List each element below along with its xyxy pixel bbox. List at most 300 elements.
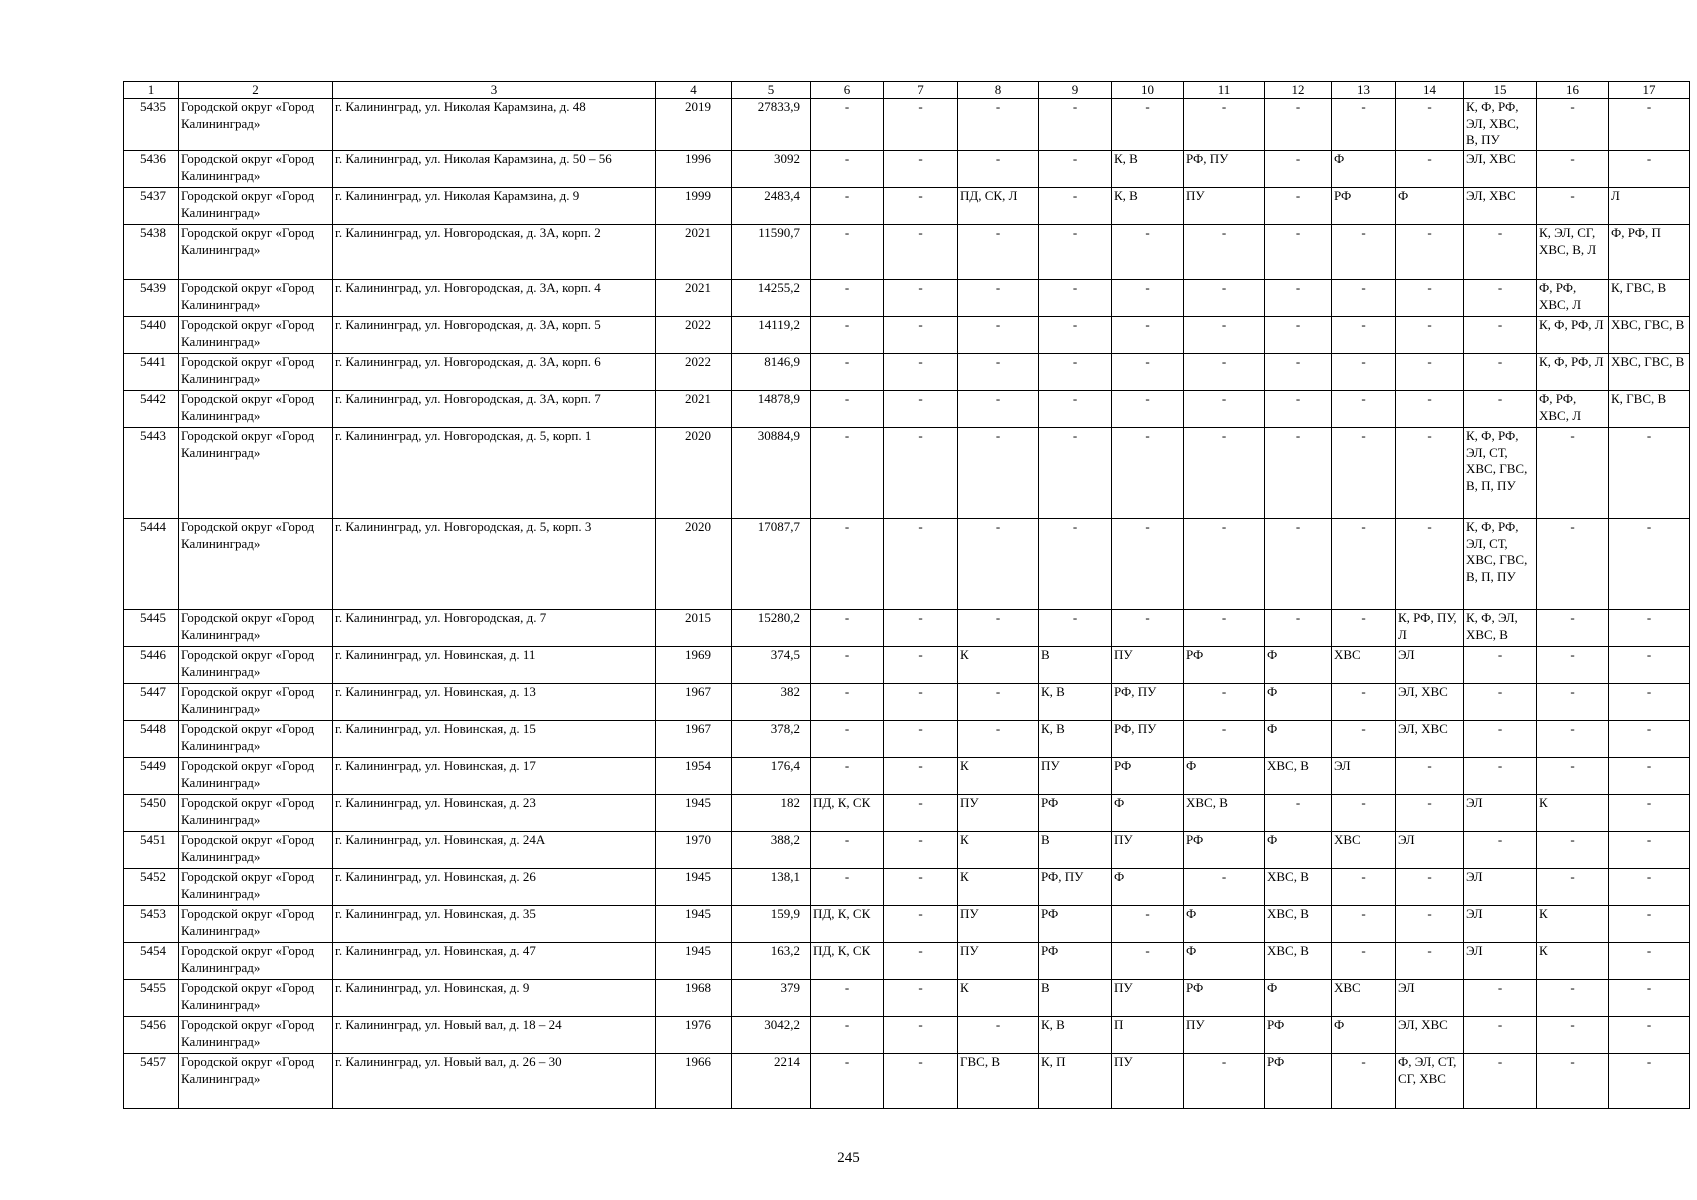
cell-col-10: К, В [1112, 188, 1184, 225]
cell-col-4: 2020 [656, 428, 732, 519]
cell-col-4: 2021 [656, 391, 732, 428]
cell-col-5: 182 [732, 795, 811, 832]
cell-col-5: 3042,2 [732, 1017, 811, 1054]
table-row [124, 317, 1690, 354]
cell-col-3: г. Калининград, ул. Николая Карамзина, д. 50 – 56 [333, 151, 656, 188]
cell-col-14: ЭЛ [1396, 647, 1464, 684]
cell-col-9: - [1039, 391, 1112, 428]
cell-col-1: 5438 [124, 225, 179, 280]
cell-col-5: 14119,2 [732, 317, 811, 354]
cell-col-4: 2015 [656, 610, 732, 647]
cell-col-16: - [1537, 188, 1609, 225]
cell-col-1: 5444 [124, 519, 179, 610]
table-row [124, 980, 1690, 1017]
cell-col-1: 5445 [124, 610, 179, 647]
cell-col-6: - [811, 188, 884, 225]
cell-col-9: - [1039, 280, 1112, 317]
cell-col-6: - [811, 721, 884, 758]
cell-col-13: - [1332, 943, 1396, 980]
column-header-4: 4 [656, 82, 732, 99]
table-row [124, 610, 1690, 647]
cell-col-6: - [811, 391, 884, 428]
cell-col-7: - [884, 391, 958, 428]
cell-col-14: - [1396, 354, 1464, 391]
cell-col-8: - [958, 317, 1039, 354]
cell-col-2: Городской округ «Город Калининград» [179, 795, 333, 832]
cell-col-15: К, Ф, ЭЛ, ХВС, В [1464, 610, 1537, 647]
cell-col-14: ЭЛ [1396, 980, 1464, 1017]
table-row [124, 1017, 1690, 1054]
cell-col-10: ПУ [1112, 1054, 1184, 1109]
cell-col-13: - [1332, 99, 1396, 151]
cell-col-17: - [1609, 99, 1690, 151]
cell-col-1: 5448 [124, 721, 179, 758]
cell-col-6: - [811, 317, 884, 354]
cell-col-3: г. Калининград, ул. Новгородская, д. 5, корп. 3 [333, 519, 656, 610]
cell-col-5: 27833,9 [732, 99, 811, 151]
cell-col-4: 1970 [656, 832, 732, 869]
cell-col-10: Ф [1112, 869, 1184, 906]
cell-col-5: 388,2 [732, 832, 811, 869]
cell-col-16: - [1537, 758, 1609, 795]
table-row [124, 225, 1690, 280]
cell-col-11: ХВС, В [1184, 795, 1265, 832]
cell-col-5: 2483,4 [732, 188, 811, 225]
cell-col-9: К, В [1039, 721, 1112, 758]
cell-col-8: ПУ [958, 943, 1039, 980]
cell-col-2: Городской округ «Город Калининград» [179, 943, 333, 980]
cell-col-2: Городской округ «Город Калининград» [179, 1054, 333, 1109]
cell-col-12: - [1265, 795, 1332, 832]
cell-col-1: 5441 [124, 354, 179, 391]
cell-col-7: - [884, 1054, 958, 1109]
cell-col-9: В [1039, 647, 1112, 684]
cell-col-7: - [884, 151, 958, 188]
cell-col-16: - [1537, 1054, 1609, 1109]
cell-col-5: 379 [732, 980, 811, 1017]
cell-col-1: 5451 [124, 832, 179, 869]
cell-col-16: - [1537, 99, 1609, 151]
cell-col-16: - [1537, 610, 1609, 647]
column-header-16: 16 [1537, 82, 1609, 99]
cell-col-5: 14878,9 [732, 391, 811, 428]
cell-col-3: г. Калининград, ул. Новгородская, д. 3А, корп. 5 [333, 317, 656, 354]
cell-col-6: - [811, 225, 884, 280]
cell-col-8: - [958, 684, 1039, 721]
cell-col-1: 5454 [124, 943, 179, 980]
cell-col-6: - [811, 758, 884, 795]
cell-col-13: - [1332, 1054, 1396, 1109]
cell-col-11: Ф [1184, 758, 1265, 795]
cell-col-9: - [1039, 519, 1112, 610]
cell-col-4: 1945 [656, 943, 732, 980]
table-row [124, 758, 1690, 795]
cell-col-7: - [884, 317, 958, 354]
cell-col-13: - [1332, 428, 1396, 519]
cell-col-8: - [958, 1017, 1039, 1054]
cell-col-4: 2019 [656, 99, 732, 151]
cell-col-11: ПУ [1184, 188, 1265, 225]
cell-col-12: ХВС, В [1265, 943, 1332, 980]
cell-col-15: - [1464, 317, 1537, 354]
cell-col-12: РФ [1265, 1017, 1332, 1054]
cell-col-14: - [1396, 519, 1464, 610]
cell-col-3: г. Калининград, ул. Новинская, д. 24А [333, 832, 656, 869]
cell-col-1: 5455 [124, 980, 179, 1017]
cell-col-2: Городской округ «Город Калининград» [179, 610, 333, 647]
cell-col-12: - [1265, 391, 1332, 428]
cell-col-12: Ф [1265, 647, 1332, 684]
cell-col-5: 11590,7 [732, 225, 811, 280]
cell-col-17: Л [1609, 188, 1690, 225]
cell-col-3: г. Калининград, ул. Новинская, д. 13 [333, 684, 656, 721]
cell-col-2: Городской округ «Город Калининград» [179, 99, 333, 151]
cell-col-7: - [884, 684, 958, 721]
cell-col-1: 5436 [124, 151, 179, 188]
table-row [124, 721, 1690, 758]
cell-col-9: РФ, ПУ [1039, 869, 1112, 906]
cell-col-14: ЭЛ, ХВС [1396, 1017, 1464, 1054]
cell-col-10: ПУ [1112, 647, 1184, 684]
cell-col-2: Городской округ «Город Калининград» [179, 225, 333, 280]
column-header-8: 8 [958, 82, 1039, 99]
cell-col-12: - [1265, 151, 1332, 188]
cell-col-9: - [1039, 99, 1112, 151]
cell-col-7: - [884, 1017, 958, 1054]
cell-col-15: - [1464, 684, 1537, 721]
cell-col-4: 1969 [656, 647, 732, 684]
cell-col-14: ЭЛ, ХВС [1396, 721, 1464, 758]
cell-col-1: 5446 [124, 647, 179, 684]
cell-col-14: ЭЛ [1396, 832, 1464, 869]
cell-col-17: - [1609, 519, 1690, 610]
cell-col-4: 1996 [656, 151, 732, 188]
cell-col-10: - [1112, 99, 1184, 151]
cell-col-3: г. Калининград, ул. Новгородская, д. 7 [333, 610, 656, 647]
cell-col-17: - [1609, 428, 1690, 519]
cell-col-9: К, В [1039, 1017, 1112, 1054]
table-row [124, 354, 1690, 391]
cell-col-11: Ф [1184, 906, 1265, 943]
cell-col-14: ЭЛ, ХВС [1396, 684, 1464, 721]
cell-col-8: - [958, 391, 1039, 428]
cell-col-17: - [1609, 906, 1690, 943]
cell-col-14: К, РФ, ПУ, Л [1396, 610, 1464, 647]
cell-col-17: - [1609, 758, 1690, 795]
cell-col-6: - [811, 832, 884, 869]
cell-col-12: Ф [1265, 980, 1332, 1017]
cell-col-3: г. Калининград, ул. Новгородская, д. 3А, корп. 6 [333, 354, 656, 391]
cell-col-16: К [1537, 906, 1609, 943]
cell-col-10: К, В [1112, 151, 1184, 188]
cell-col-1: 5449 [124, 758, 179, 795]
cell-col-5: 8146,9 [732, 354, 811, 391]
cell-col-5: 378,2 [732, 721, 811, 758]
cell-col-6: - [811, 151, 884, 188]
cell-col-13: - [1332, 684, 1396, 721]
cell-col-16: К, Ф, РФ, Л [1537, 317, 1609, 354]
cell-col-2: Городской округ «Город Калининград» [179, 428, 333, 519]
table-row [124, 684, 1690, 721]
cell-col-4: 1967 [656, 684, 732, 721]
cell-col-17: К, ГВС, В [1609, 280, 1690, 317]
cell-col-1: 5437 [124, 188, 179, 225]
cell-col-13: - [1332, 869, 1396, 906]
cell-col-10: - [1112, 225, 1184, 280]
cell-col-17: ХВС, ГВС, В [1609, 317, 1690, 354]
cell-col-7: - [884, 354, 958, 391]
cell-col-15: К, Ф, РФ, ЭЛ, СТ, ХВС, ГВС, В, П, ПУ [1464, 428, 1537, 519]
cell-col-3: г. Калининград, ул. Николая Карамзина, д. 9 [333, 188, 656, 225]
cell-col-11: РФ [1184, 980, 1265, 1017]
cell-col-15: - [1464, 647, 1537, 684]
cell-col-9: - [1039, 610, 1112, 647]
cell-col-2: Городской округ «Город Калининград» [179, 758, 333, 795]
cell-col-4: 1968 [656, 980, 732, 1017]
cell-col-9: РФ [1039, 795, 1112, 832]
cell-col-7: - [884, 869, 958, 906]
cell-col-1: 5443 [124, 428, 179, 519]
cell-col-6: - [811, 519, 884, 610]
cell-col-14: - [1396, 99, 1464, 151]
cell-col-6: - [811, 684, 884, 721]
cell-col-6: ПД, К, СК [811, 906, 884, 943]
cell-col-16: - [1537, 832, 1609, 869]
cell-col-14: - [1396, 151, 1464, 188]
cell-col-7: - [884, 832, 958, 869]
cell-col-14: - [1396, 391, 1464, 428]
cell-col-12: ХВС, В [1265, 869, 1332, 906]
cell-col-15: К, Ф, РФ, ЭЛ, СТ, ХВС, ГВС, В, П, ПУ [1464, 519, 1537, 610]
cell-col-14: - [1396, 869, 1464, 906]
cell-col-15: К, Ф, РФ, ЭЛ, ХВС, В, ПУ [1464, 99, 1537, 151]
cell-col-7: - [884, 99, 958, 151]
cell-col-16: К [1537, 943, 1609, 980]
cell-col-10: - [1112, 906, 1184, 943]
cell-col-9: К, В [1039, 684, 1112, 721]
cell-col-5: 382 [732, 684, 811, 721]
cell-col-14: - [1396, 943, 1464, 980]
cell-col-17: ХВС, ГВС, В [1609, 354, 1690, 391]
cell-col-15: ЭЛ [1464, 869, 1537, 906]
cell-col-8: - [958, 99, 1039, 151]
cell-col-15: ЭЛ, ХВС [1464, 151, 1537, 188]
cell-col-10: - [1112, 280, 1184, 317]
cell-col-10: - [1112, 428, 1184, 519]
cell-col-16: - [1537, 684, 1609, 721]
cell-col-8: К [958, 980, 1039, 1017]
cell-col-5: 176,4 [732, 758, 811, 795]
cell-col-13: - [1332, 391, 1396, 428]
cell-col-6: - [811, 354, 884, 391]
cell-col-10: - [1112, 943, 1184, 980]
cell-col-3: г. Калининград, ул. Новинская, д. 35 [333, 906, 656, 943]
cell-col-17: - [1609, 1017, 1690, 1054]
cell-col-15: - [1464, 1054, 1537, 1109]
cell-col-13: - [1332, 354, 1396, 391]
cell-col-7: - [884, 280, 958, 317]
cell-col-17: - [1609, 795, 1690, 832]
cell-col-13: - [1332, 519, 1396, 610]
cell-col-1: 5442 [124, 391, 179, 428]
cell-col-9: В [1039, 980, 1112, 1017]
cell-col-8: - [958, 428, 1039, 519]
column-header-9: 9 [1039, 82, 1112, 99]
cell-col-8: К [958, 647, 1039, 684]
cell-col-6: - [811, 647, 884, 684]
table-row [124, 795, 1690, 832]
cell-col-17: Ф, РФ, П [1609, 225, 1690, 280]
cell-col-8: - [958, 354, 1039, 391]
cell-col-6: - [811, 428, 884, 519]
cell-col-14: - [1396, 280, 1464, 317]
cell-col-5: 14255,2 [732, 280, 811, 317]
cell-col-6: - [811, 99, 884, 151]
table-row [124, 428, 1690, 519]
cell-col-13: - [1332, 721, 1396, 758]
column-header-3: 3 [333, 82, 656, 99]
cell-col-14: - [1396, 317, 1464, 354]
cell-col-13: - [1332, 225, 1396, 280]
cell-col-3: г. Калининград, ул. Новый вал, д. 26 – 30 [333, 1054, 656, 1109]
table-row [124, 1054, 1690, 1109]
table-row [124, 280, 1690, 317]
cell-col-4: 1967 [656, 721, 732, 758]
cell-col-14: - [1396, 428, 1464, 519]
cell-col-2: Городской округ «Город Калининград» [179, 317, 333, 354]
table-row [124, 832, 1690, 869]
cell-col-9: - [1039, 317, 1112, 354]
cell-col-11: Ф [1184, 943, 1265, 980]
cell-col-11: - [1184, 99, 1265, 151]
table-row [124, 99, 1690, 151]
cell-col-3: г. Калининград, ул. Новинская, д. 9 [333, 980, 656, 1017]
cell-col-8: - [958, 610, 1039, 647]
column-header-1: 1 [124, 82, 179, 99]
cell-col-4: 1954 [656, 758, 732, 795]
cell-col-9: РФ [1039, 943, 1112, 980]
cell-col-11: РФ [1184, 832, 1265, 869]
cell-col-11: - [1184, 1054, 1265, 1109]
cell-col-7: - [884, 795, 958, 832]
table-row [124, 188, 1690, 225]
cell-col-3: г. Калининград, ул. Новинская, д. 23 [333, 795, 656, 832]
cell-col-10: П [1112, 1017, 1184, 1054]
cell-col-12: ХВС, В [1265, 906, 1332, 943]
cell-col-10: - [1112, 391, 1184, 428]
cell-col-12: - [1265, 225, 1332, 280]
header-row [124, 82, 1690, 99]
cell-col-8: - [958, 721, 1039, 758]
cell-col-7: - [884, 428, 958, 519]
cell-col-12: - [1265, 188, 1332, 225]
cell-col-2: Городской округ «Город Калининград» [179, 684, 333, 721]
cell-col-13: - [1332, 795, 1396, 832]
cell-col-11: - [1184, 721, 1265, 758]
cell-col-15: ЭЛ [1464, 943, 1537, 980]
cell-col-14: - [1396, 225, 1464, 280]
cell-col-11: - [1184, 869, 1265, 906]
cell-col-13: ЭЛ [1332, 758, 1396, 795]
cell-col-15: - [1464, 721, 1537, 758]
cell-col-16: - [1537, 980, 1609, 1017]
cell-col-2: Городской округ «Город Калининград» [179, 188, 333, 225]
cell-col-4: 1945 [656, 869, 732, 906]
cell-col-9: - [1039, 428, 1112, 519]
cell-col-3: г. Калининград, ул. Новинская, д. 26 [333, 869, 656, 906]
cell-col-13: ХВС [1332, 832, 1396, 869]
cell-col-8: - [958, 151, 1039, 188]
cell-col-1: 5447 [124, 684, 179, 721]
cell-col-15: - [1464, 1017, 1537, 1054]
cell-col-10: - [1112, 317, 1184, 354]
cell-col-16: - [1537, 869, 1609, 906]
column-header-14: 14 [1396, 82, 1464, 99]
cell-col-8: ПУ [958, 906, 1039, 943]
cell-col-13: - [1332, 317, 1396, 354]
cell-col-8: ГВС, В [958, 1054, 1039, 1109]
cell-col-12: - [1265, 610, 1332, 647]
cell-col-15: - [1464, 225, 1537, 280]
cell-col-8: К [958, 832, 1039, 869]
column-header-13: 13 [1332, 82, 1396, 99]
cell-col-5: 159,9 [732, 906, 811, 943]
cell-col-17: - [1609, 684, 1690, 721]
cell-col-5: 374,5 [732, 647, 811, 684]
cell-col-12: - [1265, 99, 1332, 151]
cell-col-7: - [884, 758, 958, 795]
cell-col-5: 163,2 [732, 943, 811, 980]
cell-col-3: г. Калининград, ул. Новгородская, д. 3А, корп. 2 [333, 225, 656, 280]
cell-col-14: - [1396, 758, 1464, 795]
cell-col-7: - [884, 980, 958, 1017]
cell-col-13: - [1332, 610, 1396, 647]
cell-col-17: - [1609, 610, 1690, 647]
table-row [124, 943, 1690, 980]
cell-col-12: - [1265, 428, 1332, 519]
cell-col-11: РФ, ПУ [1184, 151, 1265, 188]
cell-col-12: Ф [1265, 684, 1332, 721]
cell-col-4: 1966 [656, 1054, 732, 1109]
column-header-5: 5 [732, 82, 811, 99]
cell-col-5: 138,1 [732, 869, 811, 906]
cell-col-11: - [1184, 225, 1265, 280]
cell-col-9: - [1039, 188, 1112, 225]
cell-col-16: К [1537, 795, 1609, 832]
cell-col-1: 5453 [124, 906, 179, 943]
cell-col-4: 1945 [656, 906, 732, 943]
cell-col-2: Городской округ «Город Калининград» [179, 869, 333, 906]
cell-col-11: - [1184, 391, 1265, 428]
cell-col-2: Городской округ «Город Калининград» [179, 832, 333, 869]
cell-col-1: 5456 [124, 1017, 179, 1054]
cell-col-11: - [1184, 519, 1265, 610]
cell-col-1: 5452 [124, 869, 179, 906]
cell-col-10: ПУ [1112, 832, 1184, 869]
cell-col-14: - [1396, 795, 1464, 832]
cell-col-10: - [1112, 354, 1184, 391]
cell-col-10: - [1112, 610, 1184, 647]
cell-col-4: 1945 [656, 795, 732, 832]
cell-col-11: - [1184, 684, 1265, 721]
cell-col-3: г. Калининград, ул. Новгородская, д. 3А, корп. 4 [333, 280, 656, 317]
cell-col-10: Ф [1112, 795, 1184, 832]
column-header-7: 7 [884, 82, 958, 99]
column-header-6: 6 [811, 82, 884, 99]
column-header-15: 15 [1464, 82, 1537, 99]
cell-col-2: Городской округ «Город Калининград» [179, 647, 333, 684]
cell-col-4: 1976 [656, 1017, 732, 1054]
